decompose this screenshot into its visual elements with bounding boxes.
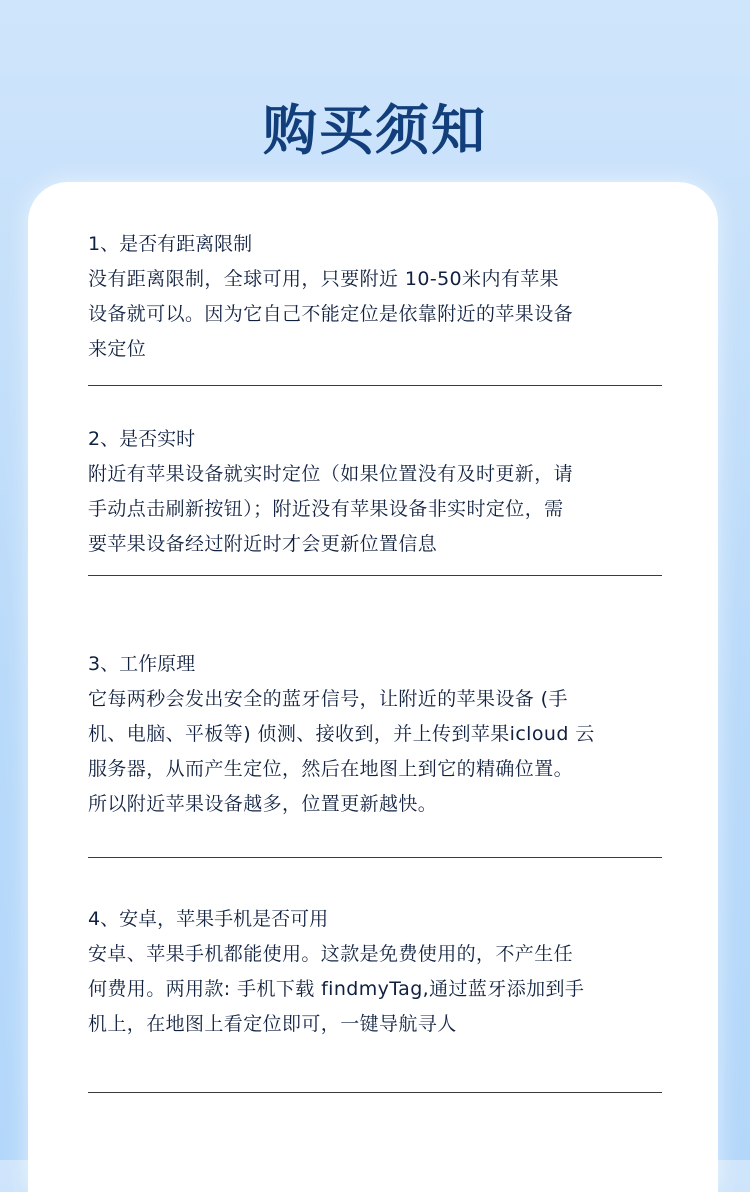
section-line: 所以附近苹果设备越多，位置更新越快。 — [88, 793, 438, 815]
page-title: 购买须知 — [263, 99, 487, 162]
section-line: 附近有苹果设备就实时定位（如果位置没有及时更新，请 — [88, 463, 574, 485]
section-line: 它每两秒会发出安全的蓝牙信号，让附近的苹果设备 (手 — [88, 688, 568, 710]
section-line: 来定位 — [88, 338, 147, 360]
section-line: 机上，在地图上看定位即可，一键导航寻人 — [88, 1013, 457, 1035]
section-line: 手动点击刷新按钮）；附近没有苹果设备非实时定位，需 — [88, 498, 564, 520]
section-line: 要苹果设备经过附近时才会更新位置信息 — [88, 533, 438, 555]
section-heading: 4、安卓，苹果手机是否可用 — [88, 908, 329, 930]
section-phone-compatibility — [88, 902, 668, 1042]
section-working-principle — [88, 647, 668, 822]
divider — [88, 385, 662, 386]
section-line: 设备就可以。因为它自己不能定位是依靠附近的苹果设备 — [88, 303, 574, 325]
section-line: 何费用。两用款: 手机下载 findmyTag,通过蓝牙添加到手 — [88, 978, 585, 1000]
section-distance-limit — [88, 227, 668, 367]
notice-card — [28, 182, 718, 1192]
divider — [88, 857, 662, 858]
section-heading: 2、是否实时 — [88, 428, 196, 450]
section-line: 安卓、苹果手机都能使用。这款是免费使用的，不产生任 — [88, 943, 574, 965]
divider — [88, 1092, 662, 1093]
section-heading: 1、是否有距离限制 — [88, 233, 253, 255]
section-line: 机、电脑、平板等) 侦测、接收到，并上传到苹果icloud 云 — [88, 723, 595, 745]
section-line: 没有距离限制，全球可用，只要附近 10-50米内有苹果 — [88, 268, 560, 290]
section-heading: 3、工作原理 — [88, 653, 196, 675]
section-realtime — [88, 422, 668, 562]
divider — [88, 575, 662, 576]
section-line: 服务器，从而产生定位，然后在地图上到它的精确位置。 — [88, 758, 574, 780]
